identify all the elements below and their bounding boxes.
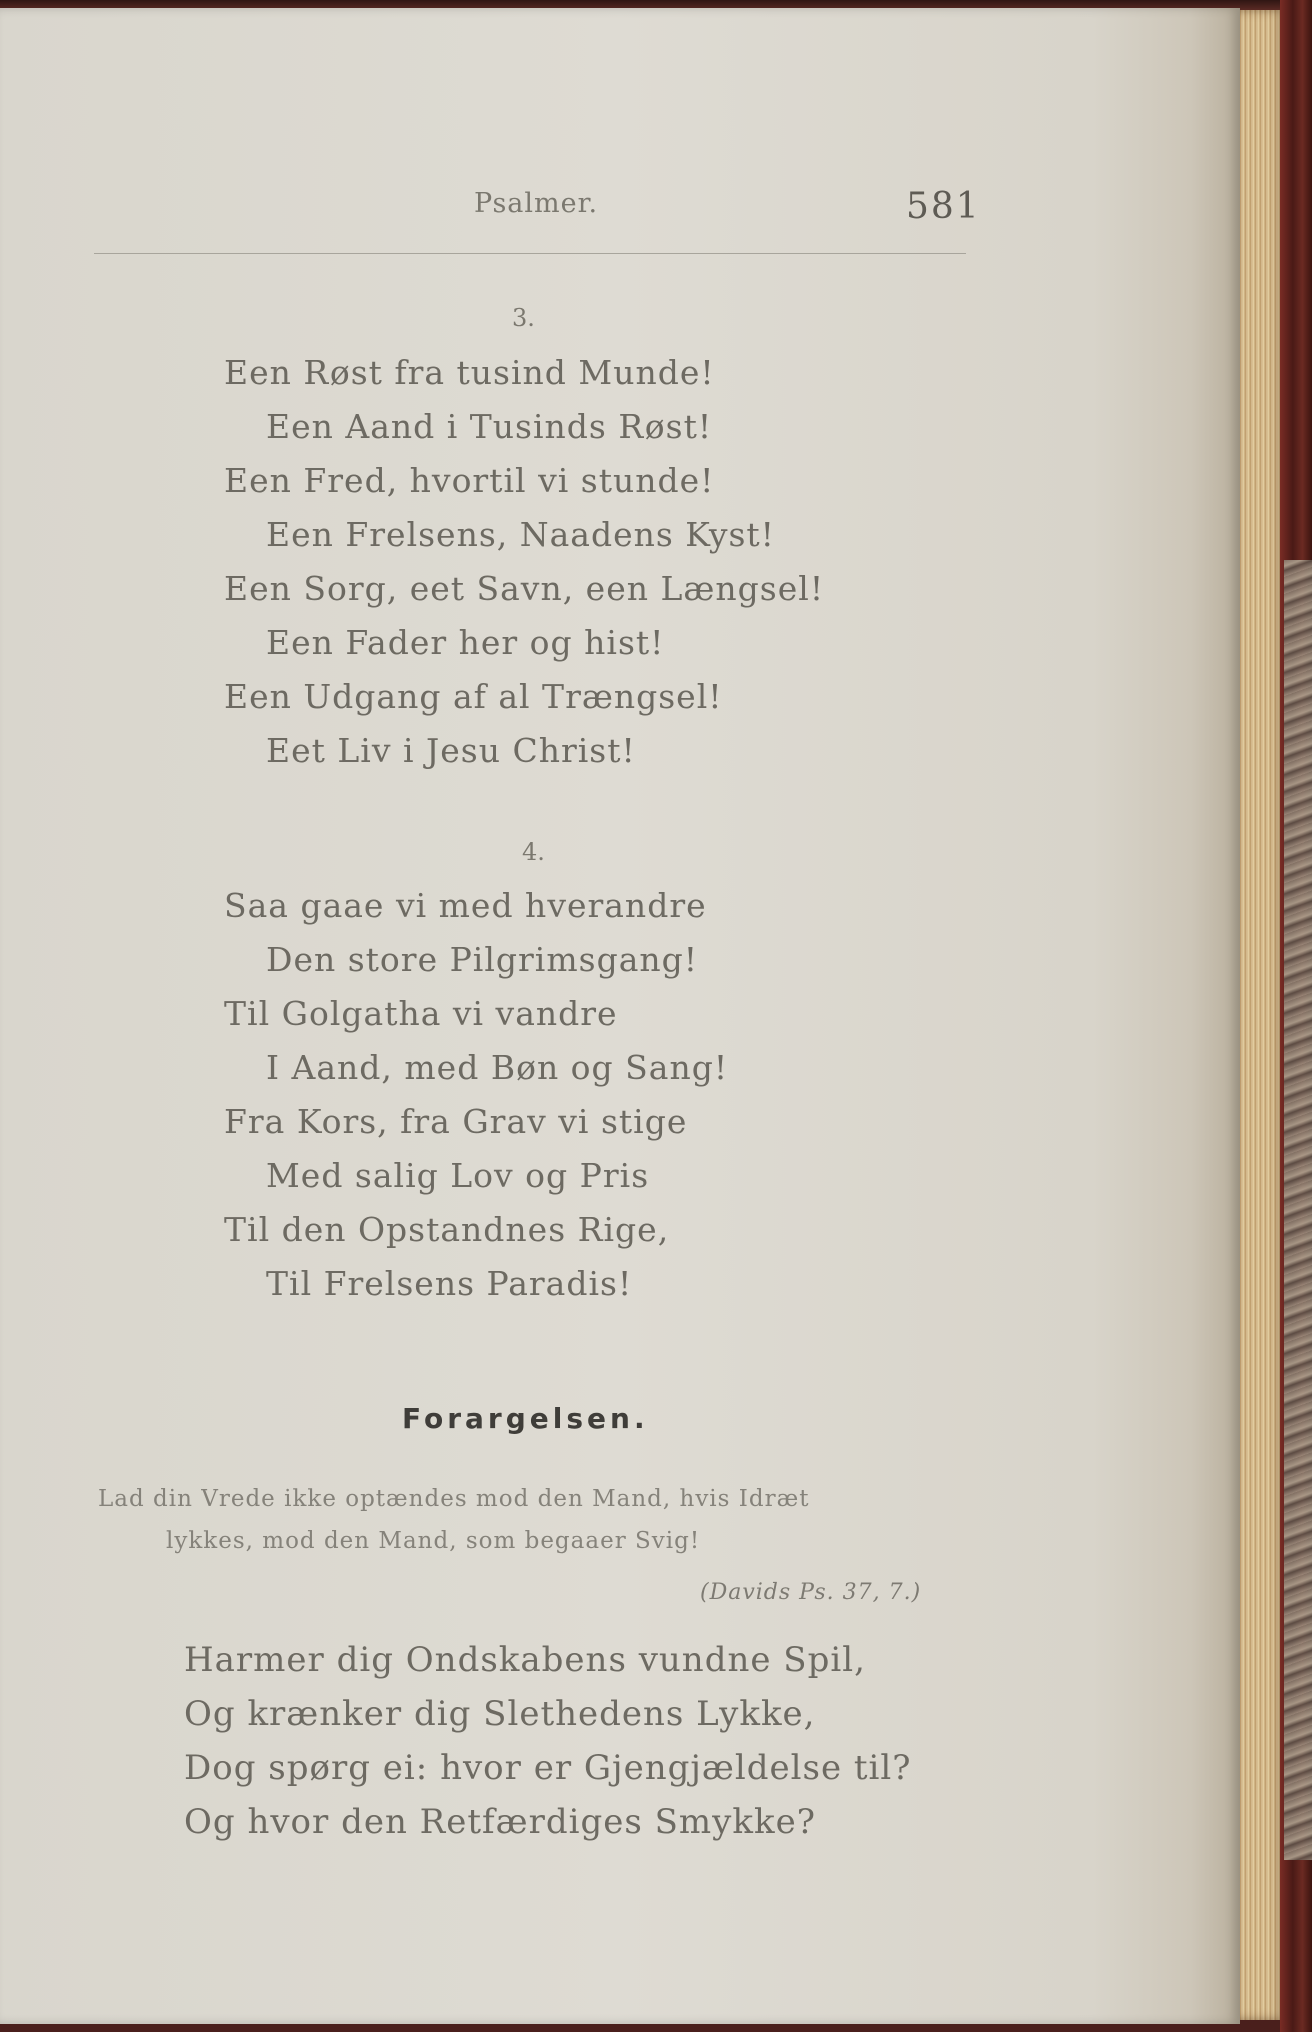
verse-line: Med salig Lov og Pris	[266, 1156, 650, 1195]
verse-line: Een Sorg, eet Savn, een Længsel!	[224, 569, 825, 608]
epigraph-line: Lad din Vrede ikke optændes mod den Mand, hvis Idræt	[98, 1486, 810, 1512]
verse-line: Og krænker dig Slethedens Lykke,	[184, 1694, 816, 1734]
epigraph-citation: (Davids Ps. 37, 7.)	[700, 1580, 922, 1605]
verse-line: Saa gaae vi med hverandre	[224, 886, 707, 925]
verse-line: Een Aand i Tusinds Røst!	[266, 407, 713, 446]
verse-line: Een Røst fra tusind Munde!	[224, 353, 715, 392]
section-title: Forargelsen.	[402, 1402, 649, 1435]
page-number: 581	[906, 186, 981, 227]
verse-line: Og hvor den Retfærdiges Smykke?	[184, 1802, 816, 1842]
stanza-number: 3.	[512, 304, 535, 332]
verse-line: Til den Opstandnes Rige,	[224, 1210, 670, 1249]
verse-line: I Aand, med Bøn og Sang!	[266, 1048, 729, 1087]
epigraph-line: lykkes, mod den Mand, som begaaer Svig!	[166, 1528, 701, 1554]
verse-line: Til Frelsens Paradis!	[266, 1264, 633, 1303]
verse-line: Den store Pilgrimsgang!	[266, 940, 699, 979]
verse-line: Fra Kors, fra Grav vi stige	[224, 1102, 688, 1141]
verse-line: Eet Liv i Jesu Christ!	[266, 731, 636, 770]
verse-line: Til Golgatha vi vandre	[224, 994, 618, 1033]
verse-line: Een Udgang af al Trængsel!	[224, 677, 723, 716]
stanza-number: 4.	[522, 838, 545, 866]
verse-line: Een Frelsens, Naadens Kyst!	[266, 515, 775, 554]
book-page	[0, 8, 1240, 2024]
verse-line: Een Fred, hvortil vi stunde!	[224, 461, 715, 500]
header-rule	[94, 253, 966, 254]
verse-line: Dog spørg ei: hvor er Gjengjældelse til?	[184, 1748, 912, 1788]
verse-line: Een Fader her og hist!	[266, 623, 665, 662]
verse-line: Harmer dig Ondskabens vundne Spil,	[184, 1640, 866, 1680]
running-head: Psalmer.	[474, 188, 599, 219]
marbled-cover-edge	[1284, 560, 1312, 1860]
page-content	[0, 8, 1240, 2024]
